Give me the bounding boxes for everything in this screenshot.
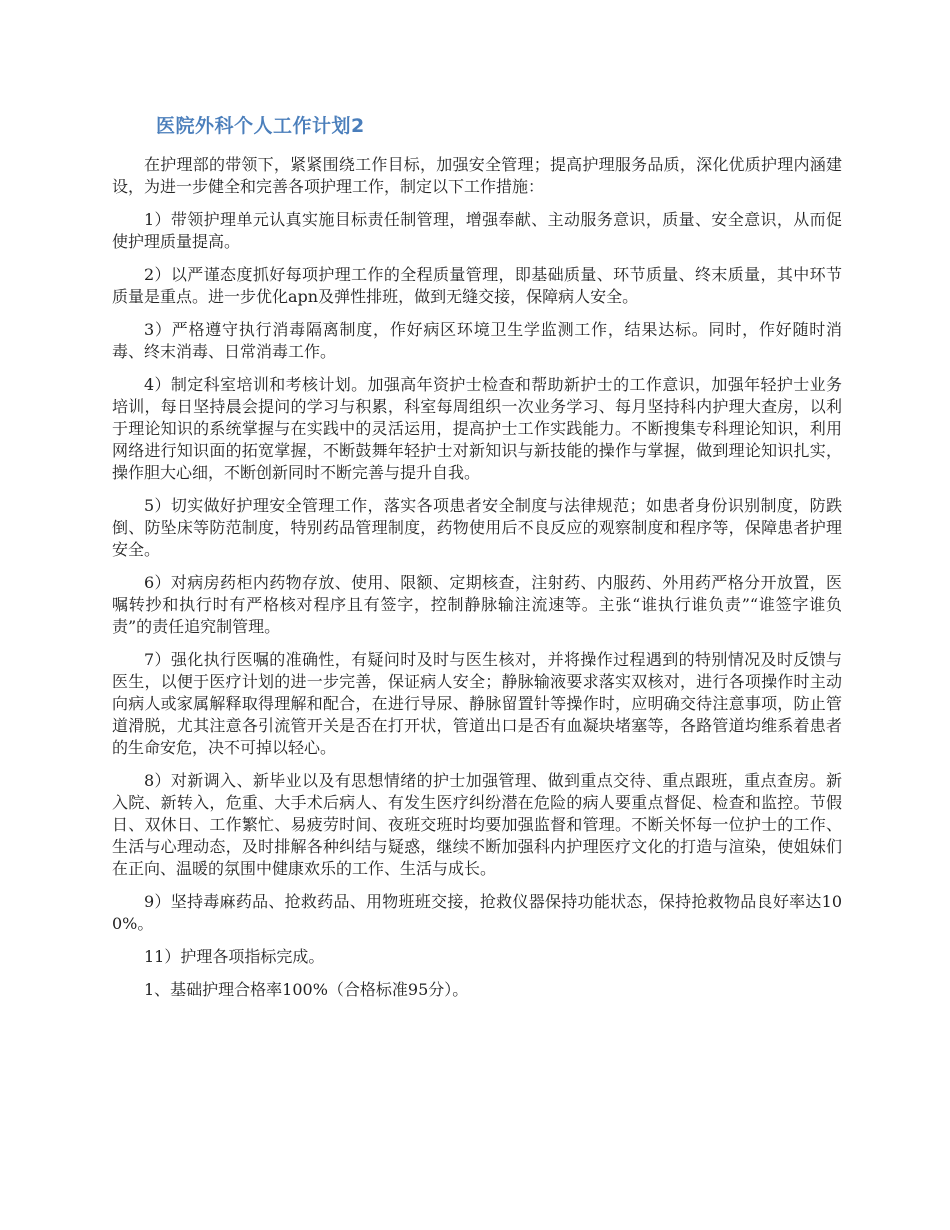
document-title: 医院外科个人工作计划2 bbox=[156, 115, 365, 137]
document-page bbox=[112, 112, 842, 1012]
paragraph-item-3: 3）严格遵守执行消毒隔离制度，作好病区环境卫生学监测工作，结果达标。同时，作好随时消毒、终末消毒、日常消毒工作。 bbox=[112, 320, 842, 361]
paragraph-item-11: 11）护理各项指标完成。 bbox=[144, 947, 325, 966]
paragraph-item-5: 5）切实做好护理安全管理工作，落实各项患者安全制度与法律规范；如患者身份识别制度，防跌倒、防坠床等防范制度，特别药品管理制度，药物使用后不良反应的观察制度和程序等，保障患者护理安全。 bbox=[112, 496, 842, 559]
paragraph-item-7: 7）强化执行医嘱的准确性，有疑问时及时与医生核对，并将操作过程遇到的特别情况及时反馈与医生，以便于医疗计划的进一步完善，保证病人安全；静脉输液要求落实双核对，进行各项操作时主动向病人或家属解释取得理解和配合，在进行导尿、静脉留置针等操作时，应明确交待注意事项，防止管道滑脱，尤其注意各引流管开关是否在打开状，管道出口是否有血凝块堵塞等，各路管道均维系着患者的生命安危，决不可掉以轻心。 bbox=[112, 650, 842, 757]
paragraph-item-9: 9）坚持毒麻药品、抢救药品、用物班班交接，抢救仪器保持功能状态，保持抢救物品良好率达100%。 bbox=[112, 892, 842, 933]
paragraph-item-1: 1）带领护理单元认真实施目标责任制管理，增强奉献、主动服务意识，质量、安全意识，从而促使护理质量提高。 bbox=[112, 210, 842, 251]
intro-paragraph: 在护理部的带领下，紧紧围绕工作目标，加强安全管理；提高护理服务品质，深化优质护理内涵建设，为进一步健全和完善各项护理工作，制定以下工作措施： bbox=[112, 155, 842, 196]
paragraph-item-8: 8）对新调入、新毕业以及有思想情绪的护士加强管理、做到重点交待、重点跟班，重点查房。新入院、新转入，危重、大手术后病人、有发生医疗纠纷潜在危险的病人要重点督促、检查和监控。节假日、双休日、工作繁忙、易疲劳时间、夜班交班时均要加强监督和管理。不断关怀每一位护士的工作、生活与心理动态，及时排解各种纠结与疑惑，继续不断加强科内护理医疗文化的打造与渲染，使姐妹们在正向、温暖的氛围中健康欢乐的工作、生活与成长。 bbox=[112, 771, 842, 878]
paragraph-item-4: 4）制定科室培训和考核计划。加强高年资护士检查和帮助新护士的工作意识，加强年轻护士业务培训，每日坚持晨会提问的学习与积累，科室每周组织一次业务学习、每月坚持科内护理大查房，以利于理论知识的系统掌握与在实践中的灵活运用，提高护士工作实践能力。不断搜集专科理论知识，利用网络进行知识面的拓宽掌握，不断鼓舞年轻护士对新知识与新技能的操作与掌握，做到理论知识扎实，操作胆大心细，不断创新同时不断完善与提升自我。 bbox=[112, 375, 842, 482]
paragraph-item-6: 6）对病房药柜内药物存放、使用、限额、定期核查，注射药、内服药、外用药严格分开放置，医嘱转抄和执行时有严格核对程序且有签字，控制静脉输注流速等。主张“谁执行谁负责”“谁签字谁负责”的责任追究制管理。 bbox=[112, 573, 842, 636]
paragraph-subitem-1: 1、基础护理合格率100%（合格标准95分）。 bbox=[144, 980, 469, 999]
paragraph-item-2: 2）以严谨态度抓好每项护理工作的全程质量管理，即基础质量、环节质量、终末质量，其中环节质量是重点。进一步优化apn及弹性排班，做到无缝交接，保障病人安全。 bbox=[112, 265, 842, 306]
